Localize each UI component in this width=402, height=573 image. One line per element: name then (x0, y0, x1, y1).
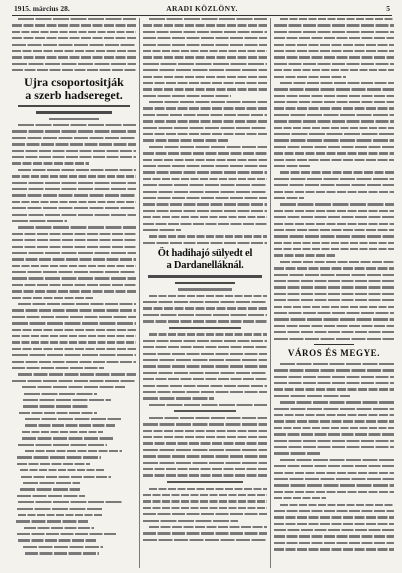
illegible-text-line (143, 359, 267, 361)
subtitle-line (148, 275, 262, 278)
illegible-text-line (18, 169, 136, 171)
illegible-text-line (274, 120, 394, 122)
page-number: 5 (386, 4, 390, 13)
illegible-text-line (143, 197, 267, 199)
illegible-text-line (12, 44, 136, 46)
illegible-text-line (143, 455, 267, 457)
illegible-text-line (274, 101, 394, 103)
illegible-text-line (12, 277, 136, 279)
illegible-text-line (143, 346, 267, 348)
illegible-text-line (12, 335, 136, 337)
illegible-text-line (22, 386, 125, 388)
illegible-text-line (274, 88, 394, 90)
illegible-text-line (143, 385, 267, 387)
illegible-text-line (143, 178, 267, 180)
illegible-text-line (143, 462, 267, 464)
issue-date: 1915. március 28. (14, 4, 70, 13)
illegible-text-line (143, 95, 231, 97)
subtitle-line (36, 111, 113, 114)
illegible-text-line (17, 456, 101, 458)
illegible-text-line (143, 229, 181, 231)
illegible-text-line (12, 207, 136, 209)
article-text-block (143, 488, 267, 541)
illegible-text-line (143, 184, 267, 186)
illegible-text-line (143, 391, 267, 393)
article-text-block (274, 18, 394, 340)
illegible-text-line (18, 373, 136, 375)
illegible-text-line (143, 436, 267, 438)
illegible-text-line (18, 501, 122, 503)
illegible-text-line (274, 24, 394, 26)
illegible-text-line (274, 127, 394, 129)
illegible-text-line (274, 216, 394, 218)
illegible-text-line (274, 338, 394, 340)
illegible-text-line (143, 56, 267, 58)
column-left (12, 18, 136, 568)
illegible-text-line (12, 31, 136, 33)
illegible-text-line (274, 516, 394, 518)
illegible-text-line (149, 101, 267, 103)
illegible-text-line (143, 532, 267, 534)
column-rule (270, 18, 271, 568)
illegible-text-line (143, 442, 267, 444)
newspaper-title: ARADI KÖZLÖNY. (166, 4, 238, 13)
illegible-text-line (274, 325, 394, 327)
illegible-text-line (143, 210, 267, 212)
illegible-text-line (22, 431, 103, 433)
illegible-text-line (280, 82, 394, 84)
illegible-text-line (143, 203, 267, 205)
illegible-text-line (274, 274, 394, 276)
illegible-text-line (12, 143, 136, 145)
illegible-text-line (143, 107, 267, 109)
illegible-text-line (274, 376, 394, 378)
illegible-text-line (143, 520, 238, 522)
illegible-text-line (143, 378, 267, 380)
illegible-text-line (274, 76, 346, 78)
illegible-text-line (149, 333, 267, 335)
illegible-text-line (18, 18, 136, 20)
illegible-text-line (149, 526, 267, 528)
illegible-text-line (274, 197, 304, 199)
illegible-text-line (12, 24, 136, 26)
illegible-text-line (17, 533, 116, 535)
illegible-text-line (274, 510, 394, 512)
illegible-text-line (280, 203, 394, 205)
illegible-text-line (274, 318, 394, 320)
illegible-text-line (143, 44, 267, 46)
illegible-text-line (143, 320, 267, 322)
illegible-text-line (12, 69, 136, 71)
illegible-text-line (12, 258, 136, 260)
illegible-text-line (143, 69, 267, 71)
illegible-text-line (143, 423, 267, 425)
illegible-text-line (23, 399, 111, 401)
illegible-text-line (12, 367, 104, 369)
illegible-text-line (143, 37, 267, 39)
illegible-text-line (274, 331, 394, 333)
illegible-text-line (143, 120, 267, 122)
illegible-text-line (274, 235, 394, 237)
article-text-block (12, 124, 136, 382)
illegible-text-line (274, 484, 394, 486)
subtitle-line (175, 282, 235, 285)
illegible-text-line (143, 88, 267, 90)
illegible-text-line (12, 194, 136, 196)
illegible-text-line (274, 37, 394, 39)
illegible-text-line (12, 188, 136, 190)
illegible-text-line (274, 69, 394, 71)
illegible-text-line (18, 303, 136, 305)
dateline (178, 288, 233, 290)
illegible-text-line (12, 246, 136, 248)
dateline (49, 118, 99, 120)
illegible-text-line (274, 63, 394, 65)
illegible-text-line (143, 139, 228, 141)
illegible-text-line (274, 408, 394, 410)
column-middle (143, 18, 267, 568)
illegible-text-line (12, 361, 136, 363)
illegible-text-line (143, 133, 267, 135)
illegible-text-line (149, 417, 267, 419)
illegible-text-line (274, 133, 394, 135)
illegible-text-line (274, 152, 394, 154)
illegible-text-line (274, 491, 394, 493)
illegible-text-line (274, 286, 394, 288)
illegible-text-line (12, 316, 136, 318)
illegible-text-line (12, 130, 136, 132)
illegible-text-line (274, 548, 394, 550)
illegible-text-line (12, 182, 136, 184)
article-subheading (167, 481, 244, 483)
illegible-text-line (274, 312, 394, 314)
illegible-text-line (143, 50, 267, 52)
illegible-text-line (12, 252, 136, 254)
illegible-text-line (12, 271, 136, 273)
illegible-text-line (143, 152, 267, 154)
illegible-text-line (280, 504, 394, 506)
illegible-text-line (23, 405, 88, 407)
illegible-text-line (23, 546, 103, 548)
illegible-text-line (274, 427, 394, 429)
article-text-block (143, 417, 267, 477)
illegible-text-line (143, 127, 267, 129)
headline-dardanelles (143, 248, 267, 272)
illegible-text-line (274, 395, 350, 397)
headline-line: Öt hadihajó sülyedt el (157, 248, 253, 260)
illegible-text-line (18, 444, 107, 446)
illegible-text-line (274, 50, 394, 52)
illegible-text-line (274, 382, 394, 384)
illegible-text-line (274, 139, 394, 141)
illegible-text-line (274, 299, 394, 301)
illegible-text-line (12, 37, 136, 39)
illegible-text-line (274, 107, 394, 109)
illegible-text-line (143, 24, 267, 26)
illegible-text-line (274, 472, 394, 474)
illegible-text-line (25, 450, 122, 452)
illegible-text-line (17, 508, 102, 510)
illegible-text-line (12, 156, 136, 158)
illegible-text-line (143, 365, 267, 367)
illegible-text-line (143, 474, 267, 476)
article-subheading (169, 327, 241, 329)
illegible-text-line (274, 523, 394, 525)
illegible-text-line (12, 322, 136, 324)
illegible-text-line (149, 488, 267, 490)
illegible-text-line (149, 404, 267, 406)
illegible-text-line (24, 393, 97, 395)
illegible-text-line (143, 507, 267, 509)
illegible-text-line (274, 414, 394, 416)
illegible-text-line (143, 430, 267, 432)
subtitle-line (18, 105, 130, 108)
column-right (274, 18, 394, 568)
illegible-text-line (12, 329, 136, 331)
illegible-text-line (143, 82, 267, 84)
illegible-text-line (25, 418, 121, 420)
illegible-text-line (143, 500, 267, 502)
masthead (12, 3, 392, 16)
illegible-text-line (274, 465, 394, 467)
illegible-text-line (23, 482, 80, 484)
illegible-text-line (143, 223, 267, 225)
illegible-text-line (143, 63, 267, 65)
illegible-text-line (274, 165, 310, 167)
illegible-text-line (18, 514, 102, 516)
illegible-text-line (143, 468, 267, 470)
illegible-text-line (20, 488, 80, 490)
illegible-text-line (20, 469, 105, 471)
illegible-text-line (280, 459, 394, 461)
illegible-text-line (12, 162, 89, 164)
illegible-text-line (280, 18, 394, 20)
illegible-text-line (274, 478, 394, 480)
illegible-text-line (143, 494, 267, 496)
illegible-text-line (149, 18, 267, 20)
illegible-text-line (12, 214, 136, 216)
illegible-text-line (143, 372, 267, 374)
illegible-text-line (274, 44, 394, 46)
illegible-text-line (143, 114, 267, 116)
illegible-text-line (274, 254, 335, 256)
illegible-text-line (12, 201, 136, 203)
headline-line: a Dardanelláknál. (166, 260, 244, 272)
illegible-text-line (149, 146, 267, 148)
illegible-text-line (274, 497, 326, 499)
illegible-text-line (274, 146, 394, 148)
illegible-text-line (280, 171, 394, 173)
article-subheading (174, 410, 236, 412)
illegible-text-line (12, 220, 67, 222)
illegible-text-line (274, 229, 394, 231)
illegible-text-line (274, 440, 394, 442)
section-heading-city-county: VÁROS ÉS MEGYE. (287, 347, 381, 358)
illegible-text-line (274, 178, 394, 180)
illegible-text-line (143, 397, 214, 399)
illegible-text-line (280, 363, 394, 365)
illegible-text-line (17, 495, 85, 497)
illegible-text-line (12, 175, 136, 177)
illegible-text-line (25, 424, 115, 426)
illegible-text-line (274, 114, 394, 116)
illegible-text-line (274, 446, 394, 448)
illegible-text-line (12, 297, 93, 299)
illegible-text-line (12, 63, 136, 65)
illegible-text-line (274, 388, 394, 390)
illegible-text-line (274, 242, 394, 244)
illegible-text-line (17, 463, 90, 465)
illegible-text-line (274, 452, 320, 454)
illegible-text-line (12, 290, 136, 292)
headline-line: Ujra csoportositják (24, 74, 124, 89)
illegible-text-line (280, 261, 394, 263)
illegible-text-line (143, 301, 267, 303)
illegible-text-line (143, 539, 267, 541)
illegible-text-line (12, 56, 136, 58)
illegible-text-line (149, 235, 267, 237)
illegible-text-line (274, 159, 394, 161)
illegible-text-line (274, 191, 394, 193)
article-text-block (143, 18, 267, 244)
illegible-text-line (143, 314, 267, 316)
illegible-text-line (274, 420, 394, 422)
illegible-text-line (12, 284, 136, 286)
illegible-text-line (274, 280, 394, 282)
headline-subtitle (12, 105, 136, 114)
illegible-text-line (143, 159, 267, 161)
illegible-text-line (280, 401, 394, 403)
section-divider (314, 344, 354, 345)
column-rule (139, 18, 140, 568)
illegible-text-line (274, 223, 394, 225)
illegible-text-line (25, 552, 99, 554)
headline-serbian-army (12, 76, 136, 102)
illegible-text-line (12, 265, 136, 267)
article-text-block (143, 333, 267, 406)
illegible-text-line (12, 137, 136, 139)
illegible-text-line (12, 309, 136, 311)
illegible-text-line (274, 529, 394, 531)
illegible-text-line (274, 433, 394, 435)
illegible-text-line (274, 95, 394, 97)
illegible-text-line (12, 348, 136, 350)
headline-line: a szerb hadsereget. (25, 87, 123, 102)
illegible-text-line (143, 449, 267, 451)
illegible-text-line (12, 354, 136, 356)
illegible-text-line (274, 369, 394, 371)
illegible-text-line (143, 191, 267, 193)
illegible-text-line (274, 210, 394, 212)
illegible-text-line (24, 527, 94, 529)
illegible-text-line (19, 412, 97, 414)
illegible-text-line (143, 513, 267, 515)
illegible-text-line (12, 150, 136, 152)
illegible-text-line (12, 341, 136, 343)
illegible-text-line (274, 535, 394, 537)
illegible-text-line (12, 233, 136, 235)
illegible-text-line (143, 171, 267, 173)
verse-text-block (12, 386, 136, 554)
headline-subtitle (143, 275, 267, 284)
article-text-block (143, 295, 267, 323)
article-text-block (274, 363, 394, 551)
illegible-text-line (16, 520, 88, 522)
illegible-text-line (143, 76, 267, 78)
illegible-text-line (274, 542, 394, 544)
illegible-text-line (22, 437, 113, 439)
illegible-text-line (143, 165, 267, 167)
illegible-text-line (12, 380, 136, 382)
illegible-text-line (18, 226, 136, 228)
illegible-text-line (12, 50, 136, 52)
illegible-text-line (274, 306, 394, 308)
illegible-text-line (143, 340, 267, 342)
article-text-block (12, 18, 136, 71)
illegible-text-line (12, 239, 136, 241)
illegible-text-line (18, 539, 96, 541)
illegible-text-line (143, 31, 267, 33)
illegible-text-line (274, 184, 394, 186)
illegible-text-line (18, 124, 136, 126)
illegible-text-line (274, 248, 394, 250)
illegible-text-line (143, 307, 267, 309)
illegible-text-line (274, 56, 394, 58)
illegible-text-line (274, 31, 394, 33)
illegible-text-line (143, 242, 267, 244)
illegible-text-line (21, 476, 111, 478)
illegible-text-line (143, 353, 267, 355)
illegible-text-line (274, 267, 394, 269)
illegible-text-line (274, 293, 394, 295)
illegible-text-line (149, 295, 267, 297)
illegible-text-line (143, 216, 267, 218)
